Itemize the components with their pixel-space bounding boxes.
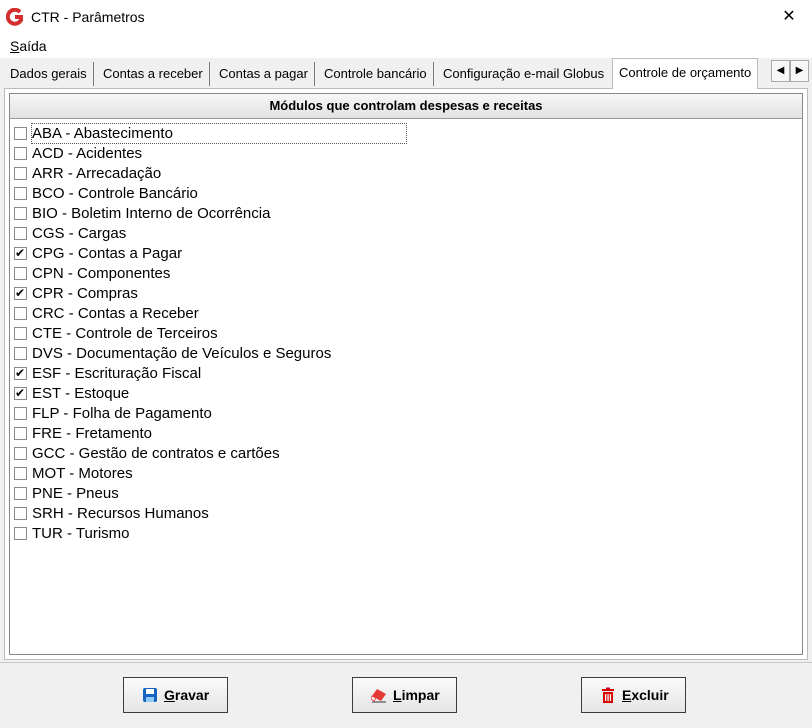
list-item-label: CTE - Controle de Terceiros (32, 325, 218, 342)
checkbox[interactable] (14, 187, 27, 200)
checkbox-checked[interactable] (14, 287, 27, 300)
checkbox[interactable] (14, 467, 27, 480)
list-item-label: TUR - Turismo (32, 525, 130, 542)
checkbox[interactable] (14, 227, 27, 240)
eraser-icon (371, 687, 387, 703)
checkbox[interactable] (14, 167, 27, 180)
menu-saida[interactable] (10, 38, 47, 54)
excluir-accel: E (622, 687, 632, 703)
limpar-label: impar (401, 687, 440, 703)
tab-controle-bancario[interactable]: Controle bancário (318, 62, 434, 86)
excluir-label: xcluir (631, 687, 669, 703)
tab-contas-a-pagar[interactable]: Contas a pagar (213, 62, 315, 86)
tab-scroll-right-button[interactable] (790, 60, 809, 82)
gravar-button[interactable] (123, 677, 228, 713)
checkbox[interactable] (14, 487, 27, 500)
list-item-label: ABA - Abastecimento (32, 124, 406, 143)
list-item-label: DVS - Documentação de Veículos e Seguros (32, 345, 332, 362)
save-icon (142, 687, 158, 703)
close-button[interactable] (766, 0, 812, 34)
excluir-button[interactable] (581, 677, 686, 713)
checkbox[interactable] (14, 507, 27, 520)
trash-icon (600, 687, 616, 703)
list-item-label: SRH - Recursos Humanos (32, 505, 209, 522)
tab-controle-orcamento[interactable]: Controle de orçamento (612, 58, 758, 89)
chevron-left-icon: ◀ (776, 65, 785, 76)
list-item-label: FLP - Folha de Pagamento (32, 405, 212, 422)
checkbox-checked[interactable] (14, 367, 27, 380)
menu-saida-accel: S (10, 38, 20, 54)
checkbox[interactable] (14, 307, 27, 320)
chevron-right-icon: ▶ (795, 65, 804, 76)
menu-saida-rest: aída (19, 38, 47, 54)
checkbox[interactable] (14, 447, 27, 460)
tab-scroll-left-button[interactable] (771, 60, 790, 82)
tab-dados-gerais[interactable]: Dados gerais (4, 62, 94, 86)
modules-checklist (9, 93, 803, 655)
list-item-label: CPN - Componentes (32, 265, 171, 282)
checkbox[interactable] (14, 127, 27, 140)
window-title: CTR - Parâmetros (31, 9, 145, 25)
checkbox[interactable] (14, 327, 27, 340)
checkbox[interactable] (14, 347, 27, 360)
tab-strip (0, 58, 812, 88)
title-bar (0, 0, 812, 34)
list-item-label: GCC - Gestão de contratos e cartões (32, 445, 280, 462)
list-item-label: ESF - Escrituração Fiscal (32, 365, 202, 382)
list-item-label: CPR - Compras (32, 285, 138, 302)
limpar-accel: L (393, 687, 402, 703)
list-item-label: ACD - Acidentes (32, 145, 143, 162)
list-item-label: BIO - Boletim Interno de Ocorrência (32, 205, 271, 222)
gravar-accel: G (164, 687, 175, 703)
menu-bar (0, 34, 812, 58)
checkbox[interactable] (14, 147, 27, 160)
checkbox[interactable] (14, 527, 27, 540)
checkbox[interactable] (14, 207, 27, 220)
list-item-label: PNE - Pneus (32, 485, 119, 502)
list-item-label: CPG - Contas a Pagar (32, 245, 183, 262)
list-header: Módulos que controlam despesas e receitas (10, 94, 802, 119)
checkbox[interactable] (14, 267, 27, 280)
list-item-label: FRE - Fretamento (32, 425, 153, 442)
list-item-label: CRC - Contas a Receber (32, 305, 199, 322)
checkbox-checked[interactable] (14, 247, 27, 260)
tab-panel (4, 88, 808, 660)
limpar-button[interactable] (352, 677, 457, 713)
globus-logo-icon (6, 8, 24, 26)
checkbox[interactable] (14, 407, 27, 420)
close-icon: ✕ (782, 8, 796, 25)
list-item-label: BCO - Controle Bancário (32, 185, 198, 202)
list-item-label: EST - Estoque (32, 385, 130, 402)
checkbox-checked[interactable] (14, 387, 27, 400)
gravar-label: ravar (174, 687, 210, 703)
list-item-label: CGS - Cargas (32, 225, 127, 242)
list-item-label: ARR - Arrecadação (32, 165, 162, 182)
tab-contas-a-receber[interactable]: Contas a receber (97, 62, 210, 86)
checkbox[interactable] (14, 427, 27, 440)
list-item-label: MOT - Motores (32, 465, 133, 482)
tab-configuracao-email[interactable]: Configuração e-mail Globus (443, 66, 605, 81)
